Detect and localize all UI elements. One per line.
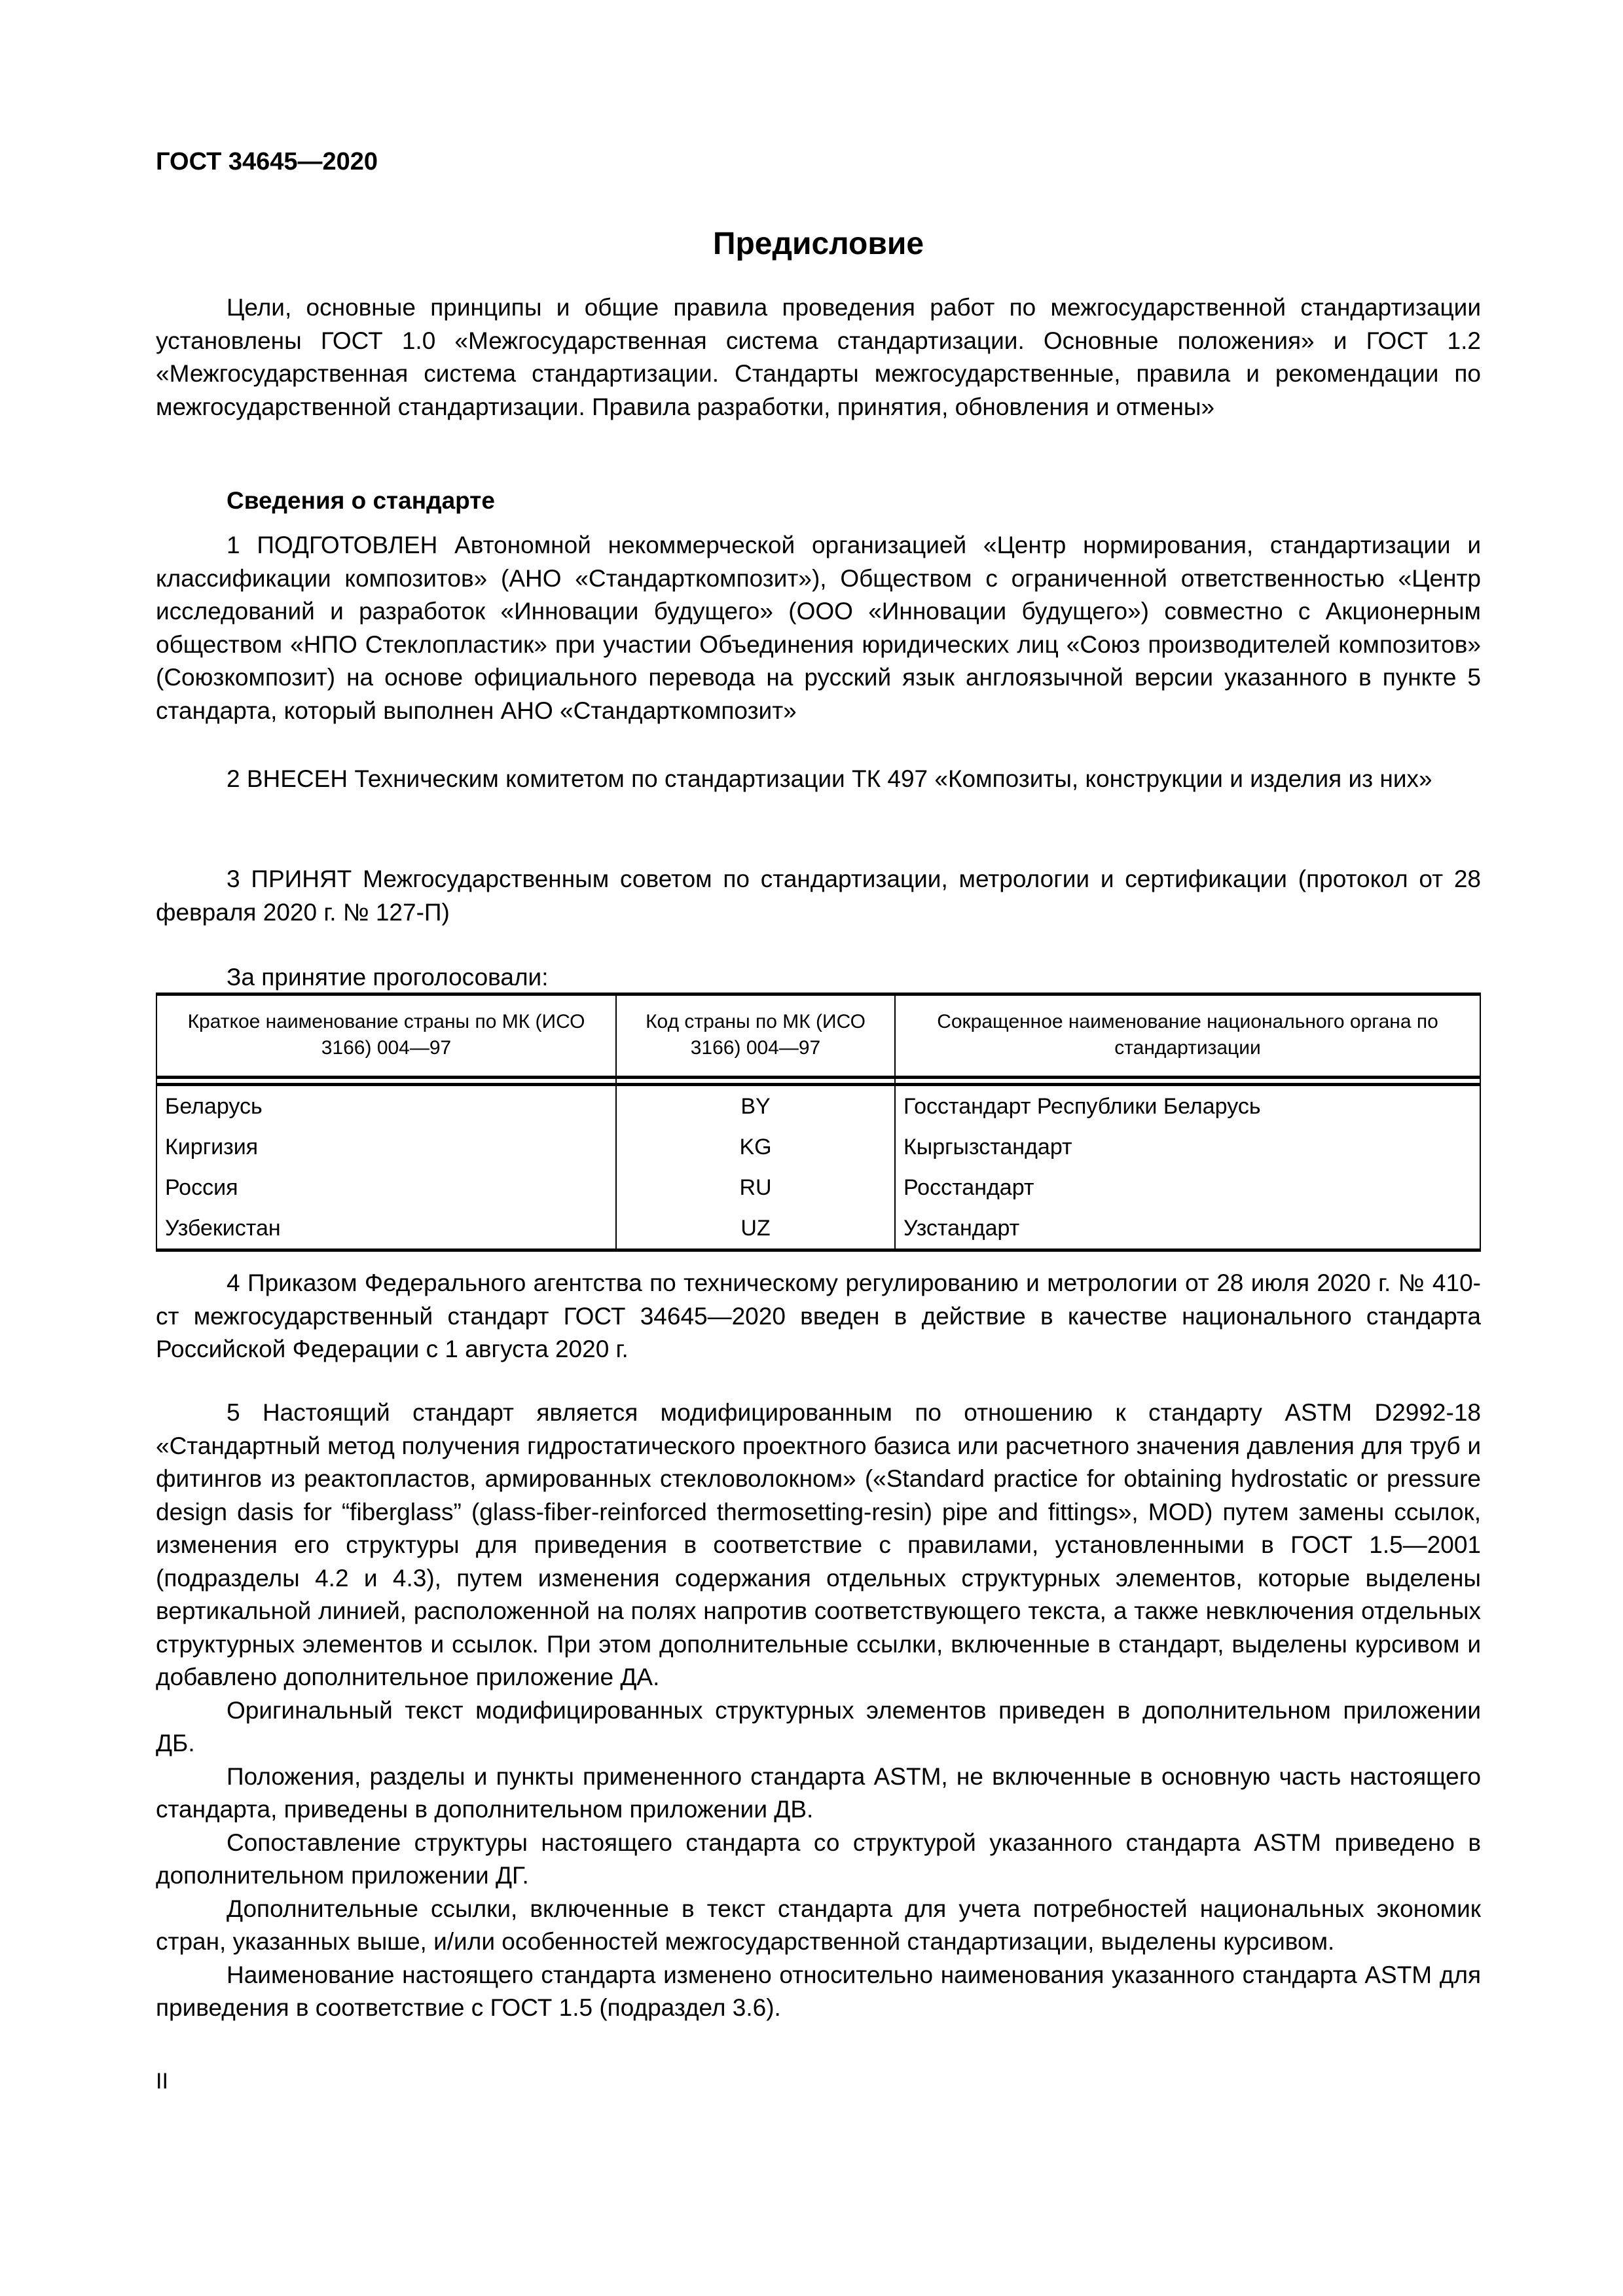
page-number: II	[156, 2069, 168, 2094]
item-5-paragraph-2: Оригинальный текст модифицированных структурных элементов приведен в дополнительном приложении ДБ.	[156, 1696, 1481, 1757]
column-header-code: Код страны по МК (ИСО 3166) 004—97	[616, 994, 895, 1078]
item-5-paragraph-5: Дополнительные ссылки, включенные в текст стандарта для учета потребностей национальных экономик стран, указанных выше, и/или особенностей межгосударственной стандартизации, выделены курсивом.	[156, 1895, 1481, 1955]
code-cell: UZ	[616, 1208, 895, 1250]
item-5-paragraph-4: Сопоставление структуры настоящего стандарта со структурой указанного стандарта ASTM приведено в дополнительном приложении ДГ.	[156, 1829, 1481, 1889]
country-cell: Киргизия	[156, 1127, 616, 1167]
item-4-paragraph: 4 Приказом Федерального агентства по техническому регулированию и метрологии от 28 июля 2020 г. № 410-ст межгосударственный стандарт ГОСТ 34645—2020 введен в действие в качестве национального стандарта Российской Федерации с 1 августа 2020 г.	[156, 1269, 1481, 1362]
votes-label: За принятие проголосовали:	[227, 964, 549, 991]
section-subheading: Сведения о стандарте	[227, 487, 495, 514]
item-5-paragraph: 5 Настоящий стандарт является модифицированным по отношению к стандарту ASTM D2992-18 «Стандартный метод получения гидростатического проектного базиса или расчетного значения давления для труб и фитингов из реактопластов, армированных стекловолокном» («Standard practice for obtaining hydrostatic or pressure design dasis for “fiberglass” (glass-fiber-reinforced thermosetting-resin) pipe and fittings», MOD) путем замены ссылок, изменения его структуры для приведения в соответствие с правилами, установленными в ГОСТ 1.5—2001 (подразделы 4.2 и 4.3), путем изменения содержания отдельных структурных элементов, которые выделены вертикальной линией, расположенной на полях напротив соответствующего текста, а также невключения отдельных структурных элементов и ссылок. При этом дополнительные ссылки, включенные в стандарт, выделены курсивом и добавлено дополнительное приложение ДА.	[156, 1399, 1481, 1690]
table-row	[156, 1208, 1480, 1250]
code-cell: BY	[616, 1085, 895, 1127]
table-row	[156, 1167, 1480, 1208]
item-1-paragraph: 1 ПОДГОТОВЛЕН Автономной некоммерческой организацией «Центр нормирования, стандартизации и классификации композитов» (АНО «Стандарткомпозит»), Обществом с ограниченной ответственностью «Центр исследований и разработок «Инновации будущего» (ООО «Инновации будущего») совместно с Акционерным обществом «НПО Стеклопластик» при участии Объединения юридических лиц «Союз производителей композитов» (Союзкомпозит) на основе официального перевода на русский язык англоязычной версии указанного в пункте 5 стандарта, который выполнен АНО «Стандарткомпозит»	[156, 532, 1481, 724]
country-cell: Беларусь	[156, 1085, 616, 1127]
body-cell: Госстандарт Республики Беларусь	[895, 1085, 1480, 1127]
document-code-header: ГОСТ 34645—2020	[156, 148, 378, 175]
table-row	[156, 1085, 1480, 1127]
item-3-paragraph: 3 ПРИНЯТ Межгосударственным советом по стандартизации, метрологии и сертификации (протокол от 28 февраля 2020 г. № 127-П)	[156, 866, 1481, 926]
column-header-body: Сокращенное наименование национального органа по стандартизации	[895, 994, 1480, 1078]
code-cell: KG	[616, 1127, 895, 1167]
item-5-paragraph-3: Положения, разделы и пункты примененного стандарта ASTM, не включенные в основную часть настоящего стандарта, приведены в дополнительном приложении ДВ.	[156, 1762, 1481, 1823]
body-cell: Росстандарт	[895, 1167, 1480, 1208]
body-cell: Кыргызстандарт	[895, 1127, 1480, 1167]
table-double-rule	[156, 1078, 1480, 1085]
country-cell: Россия	[156, 1167, 616, 1208]
column-header-country: Краткое наименование страны по МК (ИСО 3166) 004—97	[156, 994, 616, 1078]
table-row	[156, 1127, 1480, 1167]
country-cell: Узбекистан	[156, 1208, 616, 1250]
page-title: Предисловие	[712, 227, 924, 261]
votes-table	[156, 993, 1481, 1252]
intro-paragraph: Цели, основные принципы и общие правила проведения работ по межгосударственной стандартизации установлены ГОСТ 1.0 «Межгосударственная система стандартизации. Основные положения» и ГОСТ 1.2 «Межгосударственная система стандартизации. Стандарты межгосударственные, правила и рекомендации по межгосударственной стандартизации. Правила разработки, принятия, обновления и отмены»	[156, 294, 1481, 420]
item-2-paragraph: 2 ВНЕСЕН Техническим комитетом по стандартизации ТК 497 «Композиты, конструкции и изделия из них»	[227, 765, 1432, 792]
code-cell: RU	[616, 1167, 895, 1208]
table-header-row	[156, 994, 1480, 1078]
item-5-paragraph-6: Наименование настоящего стандарта изменено относительно наименования указанного стандарта ASTM для приведения в соответствие с ГОСТ 1.5 (подраздел 3.6).	[156, 1961, 1481, 2021]
body-cell: Узстандарт	[895, 1208, 1480, 1250]
